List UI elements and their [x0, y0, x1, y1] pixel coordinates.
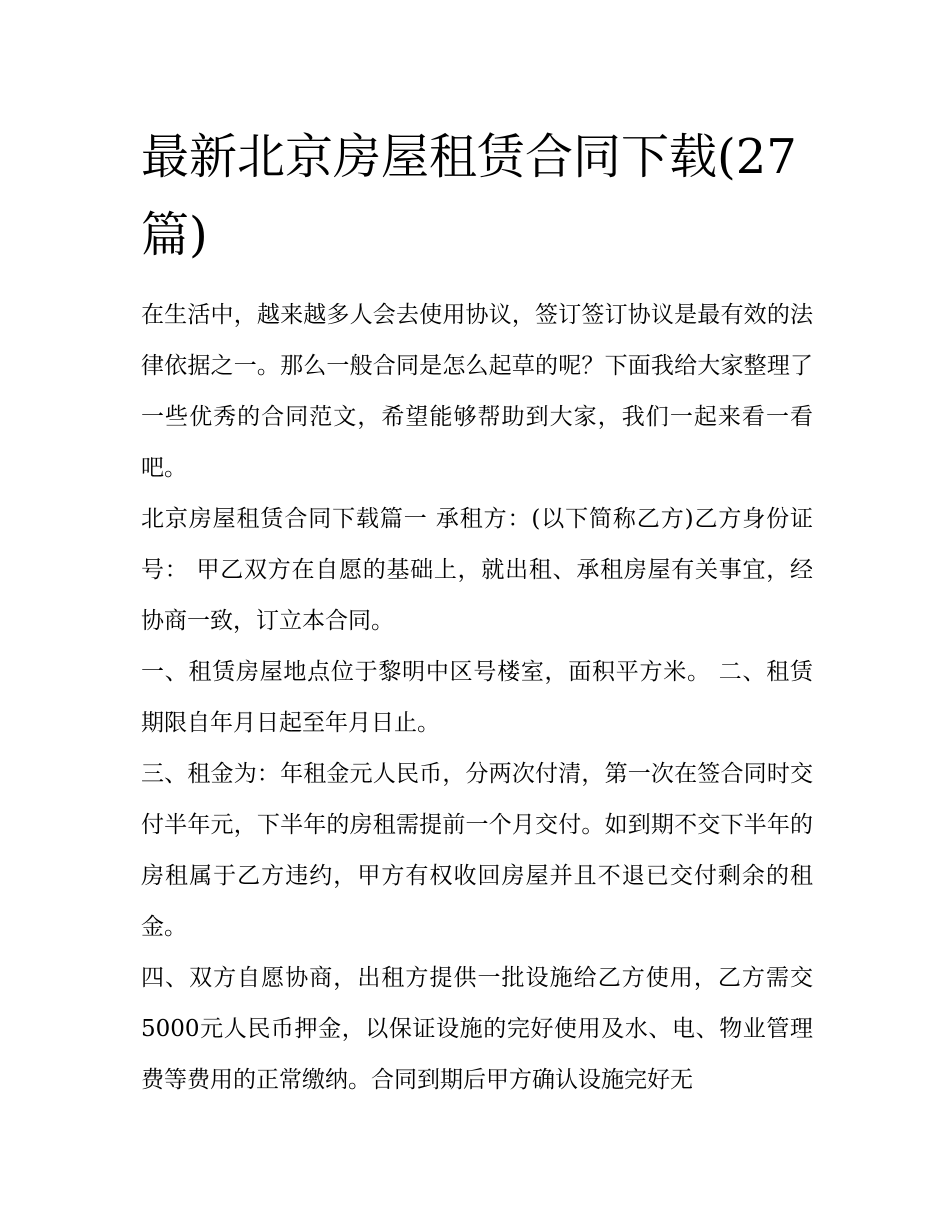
document-title: 最新北京房屋租赁合同下载(27篇) [141, 129, 797, 263]
paragraph-contract-header: 北京房屋租赁合同下载篇一 承租方：(以下简称乙方)乙方身份证号： 甲乙双方在自愿的基础上，就出租、承租房屋有关事宜，经协商一致，订立本合同。 [141, 506, 813, 634]
paragraph-clause-rent: 三、租金为：年租金元人民币，分两次付清，第一次在签合同时交付半年元，下半年的房租需提前一个月交付。如到期不交下半年的房租属于乙方违约，甲方有权收回房屋并且不退已交付剩余的租金。 [141, 761, 813, 940]
paragraph-clause-location-term: 一、租赁房屋地点位于黎明中区号楼室，面积平方米。 二、租赁期限自年月日起至年月日止。 [141, 659, 813, 736]
paragraph-clause-deposit: 四、双方自愿协商，出租方提供一批设施给乙方使用，乙方需交5000元人民币押金，以保证设施的完好使用及水、电、物业管理费等费用的正常缴纳。合同到期后甲方确认设施完好无 [141, 965, 813, 1093]
document-page [141, 118, 813, 1106]
paragraph-intro: 在生活中，越来越多人会去使用协议，签订签订协议是最有效的法律依据之一。那么一般合同是怎么起草的呢？下面我给大家整理了一些优秀的合同范文，希望能够帮助到大家，我们一起来看一看吧。 [141, 302, 813, 481]
